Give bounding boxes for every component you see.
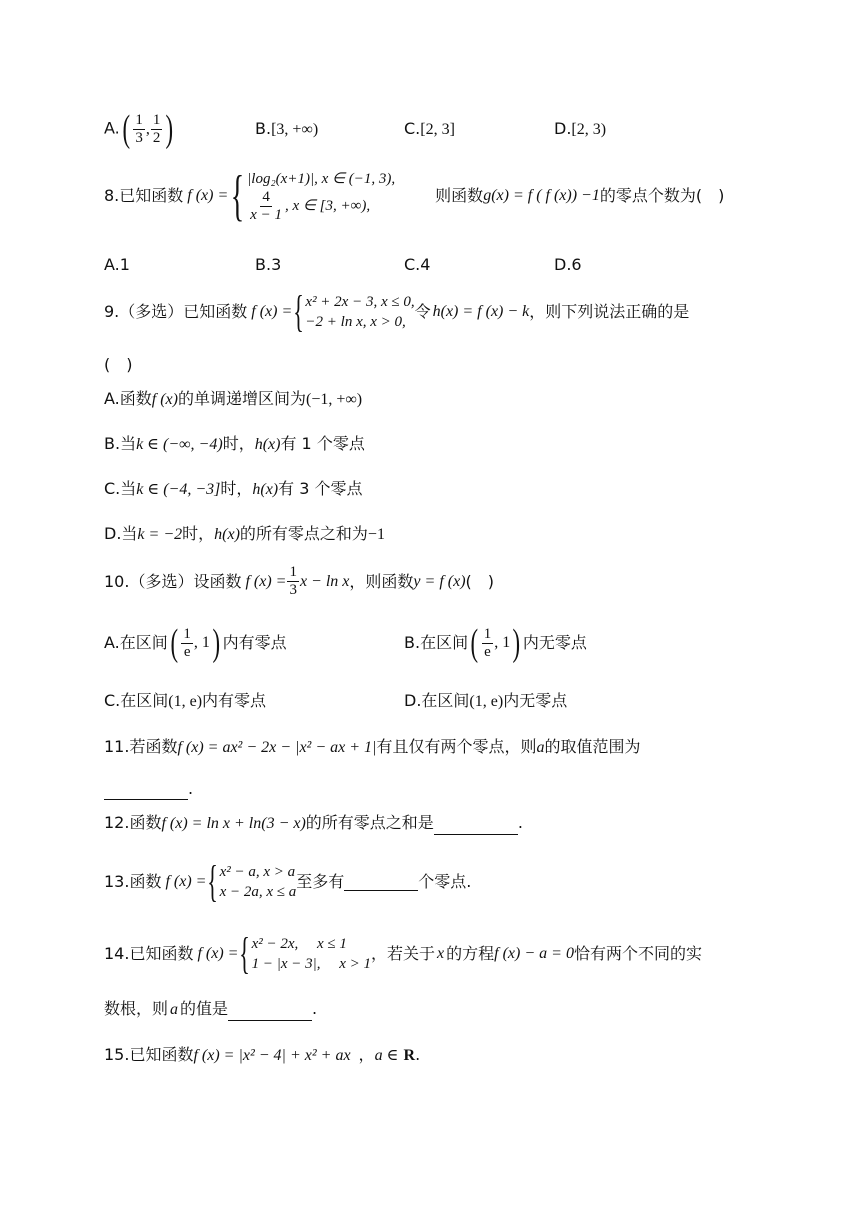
question-text: 数根，则 [104, 999, 169, 1018]
q8-option-c [404, 254, 430, 276]
math-hx: h(x) = f (x) − k [432, 303, 530, 320]
question-8 [104, 165, 725, 227]
q9-option-a [104, 388, 362, 411]
paren-right: ) [512, 622, 521, 664]
option-label: C.4 [404, 255, 431, 274]
q7-option-b [255, 118, 318, 141]
denominator: e [484, 643, 491, 660]
question-text: 的方程 [446, 944, 495, 963]
answer-blank [434, 818, 518, 835]
option-math: k = −2 [137, 526, 183, 543]
question-text: 13.函数 [104, 872, 162, 891]
question-text: 11.若函数 [104, 737, 178, 756]
question-text: ( ) [465, 571, 495, 591]
option-math: k ∈ (−∞, −4) [136, 436, 223, 453]
question-11 [104, 736, 640, 759]
denominator: 2 [152, 129, 161, 146]
question-text: 12.函数 [104, 813, 162, 832]
option-text: B.当 [104, 434, 137, 453]
denominator: x − 1 [250, 206, 282, 223]
question-text: 的取值范围为 [544, 737, 641, 756]
question-12 [104, 812, 523, 835]
case-1: x² + 2x − 3, x ≤ 0, [305, 294, 415, 310]
question-9 [104, 284, 689, 340]
brace: { [231, 165, 245, 227]
option-text: 的单调递增区间为 [177, 389, 306, 408]
question-text: 8.已知函数 [104, 186, 184, 205]
denominator: 3 [289, 582, 297, 598]
option-math: k ∈ (−4, −3] [136, 481, 221, 498]
paren-left: ( [470, 622, 479, 664]
case-2: −2 + ln x, x > 0, [305, 314, 406, 330]
question-text: 14.已知函数 [104, 944, 194, 963]
math-expression: f (x) = ax² − 2x − |x² − ax + 1| [177, 739, 377, 756]
q9-option-b [104, 433, 365, 456]
option-label: B. [255, 119, 272, 138]
option-math: h(x) [252, 481, 279, 498]
paren-left: ( [122, 108, 130, 150]
piecewise-cases [252, 934, 371, 974]
case-2: x − 2a, x ≤ a [219, 884, 297, 900]
option-text: 的所有零点之和为 [239, 524, 368, 543]
math-fx: f (x) = [165, 873, 207, 890]
question-text: ，则函数 [349, 571, 414, 591]
math-fx: f (x) = [251, 303, 293, 320]
period: . [415, 1045, 421, 1064]
math-var: x [437, 945, 445, 962]
math-var: a [536, 739, 545, 756]
option-math: h(x) [214, 526, 240, 543]
case-1: |log₂(x+1)|, x ∈ (−1, 3), [247, 170, 396, 187]
option-math: f (x) [151, 391, 178, 408]
math-y: y = f (x) [413, 572, 466, 590]
option-text: 有 3 个零点 [278, 479, 363, 498]
question-text: 则函数 [435, 186, 484, 205]
numerator: 1 [483, 625, 492, 642]
q10-option-b [404, 624, 587, 662]
q10-option-a [104, 624, 287, 662]
piecewise-cases [247, 169, 395, 224]
option-text: B.在区间 [404, 633, 469, 652]
option-label: B.3 [255, 255, 282, 274]
option-text: A.在区间 [104, 633, 168, 652]
option-math: , 1 [193, 634, 210, 651]
period: . [517, 813, 523, 832]
option-math: [2, 3) [571, 121, 607, 138]
option-math: [3, +∞) [271, 121, 319, 138]
option-math: (1, e) [168, 693, 203, 710]
option-math: (1, e) [469, 693, 504, 710]
option-text: 内无零点 [503, 691, 568, 710]
option-label: A. [104, 118, 120, 138]
brace: { [207, 857, 219, 906]
numerator: 4 [262, 188, 270, 205]
q8-option-d [554, 254, 582, 276]
question-text: 9.（多选）已知函数 [104, 302, 248, 321]
case-2 [247, 189, 395, 224]
case-2: 1 − |x − 3|, x > 1 [251, 956, 372, 972]
fraction [181, 626, 193, 661]
numerator: 1 [152, 111, 161, 128]
option-math: h(x) [254, 436, 281, 453]
q8-option-b [255, 254, 281, 276]
fraction [133, 112, 145, 147]
option-label: A.1 [104, 255, 130, 274]
option-text: 时， [220, 479, 253, 498]
answer-paren: ( ) [104, 355, 133, 374]
denominator: 3 [135, 129, 143, 146]
math-var: a ∈ [374, 1047, 399, 1064]
math-equation: f (x) − a = 0 [494, 945, 574, 962]
math-fx: f (x) = [197, 945, 239, 962]
option-text: 有 1 个零点 [280, 434, 365, 453]
question-text: 令 [414, 302, 431, 321]
question-text: 10.（多选）设函数 [104, 571, 242, 591]
option-text: D.在区间 [404, 691, 470, 710]
numerator: 1 [289, 564, 297, 580]
question-11-blank [104, 778, 193, 800]
question-14-line2 [104, 998, 317, 1021]
math-expression: f (x) = ln x + ln(3 − x) [161, 815, 306, 832]
question-text: 的值是 [180, 999, 229, 1018]
answer-blank [344, 874, 418, 891]
q8-option-a [104, 254, 130, 276]
question-text: 个零点. [418, 872, 472, 891]
piecewise-cases [305, 292, 414, 332]
question-text: 恰有两个不同的实 [573, 944, 702, 963]
question-9-paren [104, 354, 133, 376]
q7-option-d [554, 118, 606, 141]
math-gx: g(x) = f ( f (x)) −1 [483, 187, 600, 204]
piecewise-cases [220, 862, 297, 902]
fraction [151, 112, 163, 147]
option-math: [2, 3] [420, 121, 455, 138]
answer-blank [228, 1004, 312, 1021]
option-label: D.6 [554, 255, 582, 274]
period: . [188, 779, 194, 798]
numerator: 1 [183, 625, 191, 642]
question-text: 的零点个数为( ) [599, 186, 725, 205]
q9-option-d [104, 523, 385, 546]
option-math: (−1, +∞) [305, 391, 363, 408]
numerator: 1 [135, 111, 143, 128]
fraction [248, 189, 284, 224]
case-2-tail: , x ∈ [3, +∞), [284, 198, 371, 214]
question-text: 的所有零点之和是 [305, 813, 434, 832]
q10-option-d [404, 690, 567, 713]
paren-right: ) [212, 622, 221, 664]
option-text: 内无零点 [522, 633, 587, 652]
math-fx: f (x) = [245, 572, 287, 590]
question-14 [104, 926, 702, 982]
separator: ， [358, 1045, 375, 1064]
question-text: 有且仅有两个零点，则 [376, 737, 537, 756]
option-text: C.当 [104, 479, 137, 498]
question-text: ，则下列说法正确的是 [529, 302, 690, 321]
math-expression: f (x) = |x² − 4| + x² + ax [193, 1047, 351, 1064]
question-13 [104, 854, 471, 910]
option-math: , 1 [494, 634, 511, 651]
option-text: 时， [182, 524, 215, 543]
question-text: ，若关于 [371, 944, 436, 963]
math-tail: x − ln x [299, 572, 350, 590]
paren-left: ( [170, 622, 178, 664]
period: . [312, 999, 318, 1018]
option-text: D.当 [104, 524, 138, 543]
answer-blank [104, 783, 188, 800]
question-text: 至多有 [296, 872, 345, 891]
brace: { [239, 929, 251, 978]
math-var: a [170, 1001, 179, 1018]
math-fx: f (x) = [187, 187, 229, 204]
case-1: x² − a, x > a [219, 864, 296, 880]
option-text: 时， [222, 434, 255, 453]
option-label: C. [404, 119, 421, 138]
fraction [482, 626, 494, 661]
q7-option-c [404, 118, 455, 141]
denominator: e [183, 643, 191, 660]
option-label: D. [554, 119, 572, 138]
q10-option-c [104, 690, 266, 713]
comma: , [145, 120, 150, 138]
option-text: A.函数 [104, 389, 152, 408]
math-set: R [403, 1047, 416, 1064]
option-math: −1 [367, 526, 385, 543]
case-1: x² − 2x, x ≤ 1 [251, 936, 347, 952]
question-text: 15.已知函数 [104, 1045, 194, 1064]
brace: { [293, 287, 305, 336]
option-text: 内有零点 [222, 633, 287, 652]
q9-option-c [104, 478, 363, 501]
q7-option-a [104, 110, 176, 148]
paren-right: ) [165, 108, 174, 150]
fraction [287, 564, 299, 599]
question-15 [104, 1044, 420, 1067]
option-text: C.在区间 [104, 691, 169, 710]
question-10 [104, 564, 494, 599]
option-text: 内有零点 [202, 691, 267, 710]
